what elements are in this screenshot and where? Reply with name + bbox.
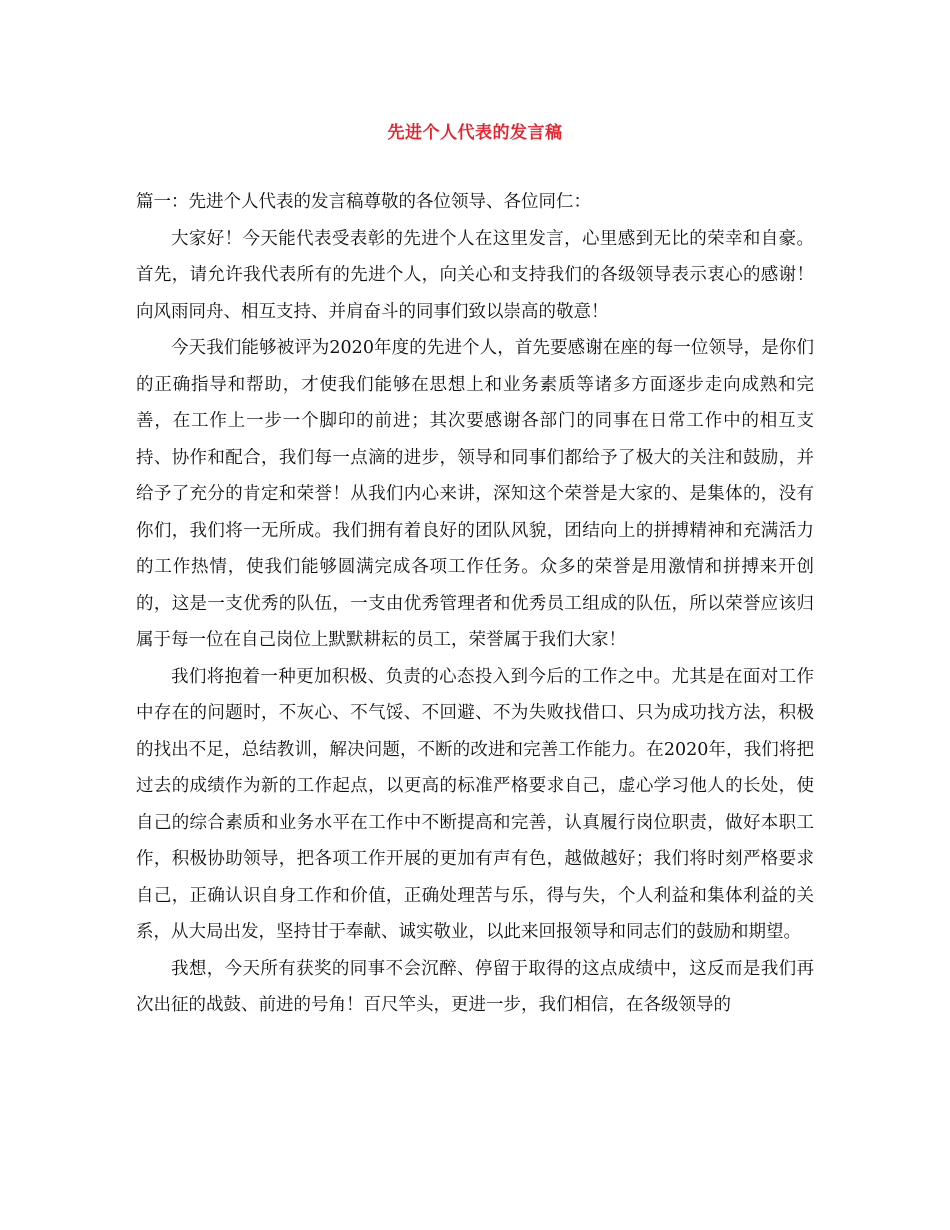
paragraph-4: 我想，今天所有获奖的同事不会沉醉、停留于取得的这点成绩中，这反而是我们再次出征的战鼓、前进的号角！百尺竿头，更进一步，我们相信，在各级领导的: [136, 958, 814, 1015]
intro-line: 篇一：先进个人代表的发言稿尊敬的各位领导、各位同仁：: [136, 192, 591, 212]
paragraph-2: 今天我们能够被评为2020年度的先进个人，首先要感谢在座的每一位领导，是你们的正确指导和帮助，才使我们能够在思想上和业务素质等诸多方面逐步走向成熟和完善，在工作上一步一个脚印的前进；其次要感谢各部门的同事在日常工作中的相互支持、协作和配合，我们每一点滴的进步，领导和同事们都给予了极大的关注和鼓励，并给予了充分的肯定和荣誉！从我们内心来讲，深知这个荣誉是大家的、是集体的，没有你们，我们将一无所成。我们拥有着良好的团队风貌，团结向上的拼搏精神和充满活力的工作热情，使我们能够圆满完成各项工作任务。众多的荣誉是用激情和拼搏来开创的，这是一支优秀的队伍，一支由优秀管理者和优秀员工组成的队伍，所以荣誉应该归属于每一位在自己岗位上默默耕耘的员工，荣誉属于我们大家！: [136, 338, 814, 650]
document-title: 先进个人代表的发言稿: [387, 123, 563, 143]
paragraph-3: 我们将抱着一种更加积极、负责的心态投入到今后的工作之中。尤其是在面对工作中存在的问题时，不灰心、不气馁、不回避、不为失败找借口、只为成功找方法，积极的找出不足，总结教训，解决问题，不断的改进和完善工作能力。在2020年，我们将把过去的成绩作为新的工作起点，以更高的标准严格要求自己，虚心学习他人的长处，使自己的综合素质和业务水平在工作中不断提高和完善，认真履行岗位职责，做好本职工作，积极协助领导，把各项工作开展的更加有声有色，越做越好；我们将时刻严格要求自己，正确认识自身工作和价值，正确处理苦与乐，得与失，个人利益和集体利益的关系，从大局出发，坚持甘于奉献、诚实敬业，以此来回报领导和同志们的鼓励和期望。: [136, 666, 814, 942]
paragraph-1: 大家好！今天能代表受表彰的先进个人在这里发言，心里感到无比的荣幸和自豪。首先，请允许我代表所有的先进个人，向关心和支持我们的各级领导表示衷心的感谢！向风雨同舟、相互支持、并肩奋斗的同事们致以崇高的敬意！: [136, 228, 814, 322]
